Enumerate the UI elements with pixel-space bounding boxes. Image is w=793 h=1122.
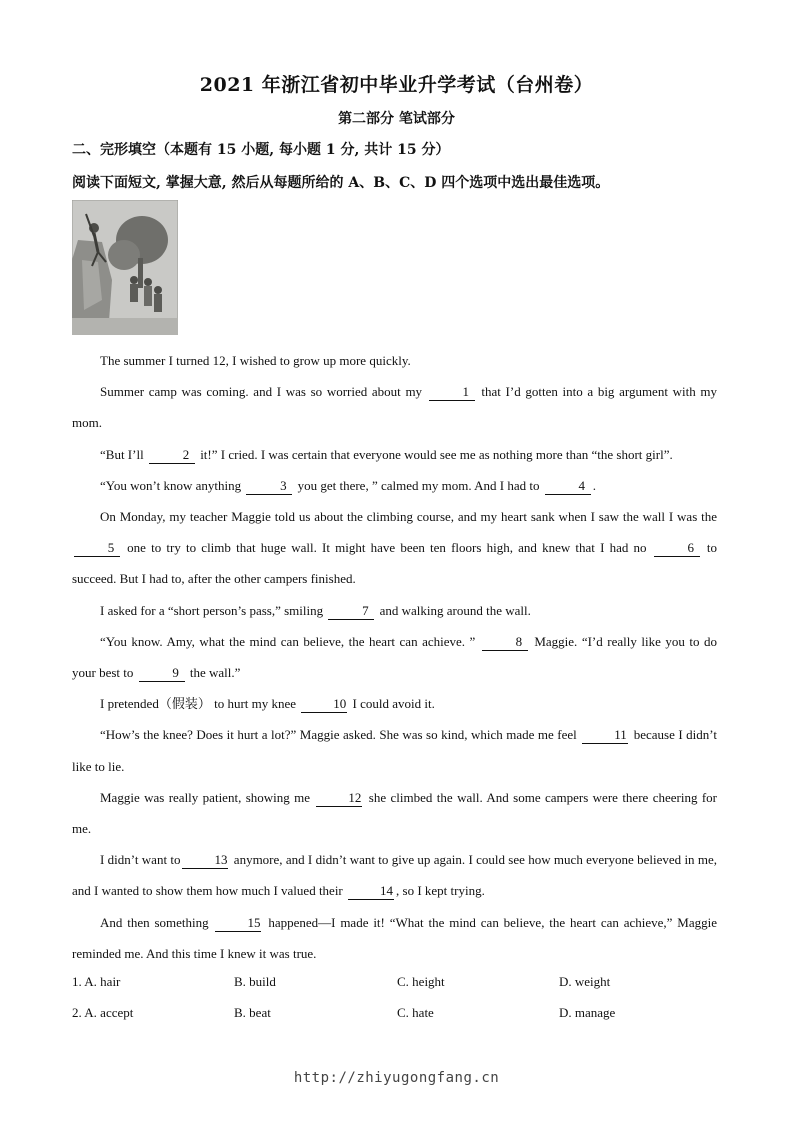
blank-12: 12 — [316, 789, 362, 807]
text-run: Maggie was really patient, showing me — [100, 789, 315, 805]
text-run: “But I’ll — [100, 446, 147, 462]
footer-url[interactable]: http://zhiyugongfang.cn — [293, 1070, 500, 1086]
exam-title: 2021 年浙江省初中毕业升学考试（台州卷） — [199, 74, 594, 96]
blank-11: 11 — [582, 726, 628, 744]
text-run: because I didn’t like to lie. — [72, 727, 717, 774]
text-run: Summer camp was coming. and I was so worried about my — [100, 384, 427, 400]
blank-1: 1 — [429, 383, 475, 401]
blank-2: 2 — [149, 446, 195, 464]
option-c: C. height — [397, 974, 445, 989]
blank-15: 15 — [215, 914, 261, 932]
paragraph — [72, 439, 717, 470]
option-c: C. hate — [397, 1005, 434, 1020]
paragraph — [72, 376, 717, 438]
text-run: I pretended（假装） to hurt my knee — [100, 696, 300, 712]
paragraph — [72, 470, 717, 501]
blank-13: 13 — [182, 851, 228, 869]
paragraph — [72, 782, 717, 844]
option-b: B. beat — [234, 1005, 271, 1020]
paragraph — [72, 844, 717, 906]
text-run: , so I kept trying. — [396, 883, 485, 899]
text-run: Maggie. “I’d really like you to do your best to — [72, 633, 718, 681]
instruction-text: 阅读下面短文, 掌握大意, 然后从每题所给的 A、B、C、D 四个选项中选出最佳选项。 — [72, 175, 610, 191]
option-d: D. weight — [559, 974, 611, 989]
paragraph — [72, 345, 717, 376]
blank-3: 3 — [246, 477, 292, 495]
blank-9: 9 — [139, 664, 185, 682]
part-subtitle: 第二部分 笔试部分 — [338, 111, 455, 127]
blank-7: 7 — [328, 602, 374, 620]
text-run: it!” I cried. I was certain that everyone would see me as nothing more than “the short girl”. — [196, 446, 673, 462]
text-run: I could avoid it. — [349, 696, 435, 712]
paragraph — [72, 595, 717, 626]
paragraph — [72, 626, 717, 688]
blank-6: 6 — [654, 539, 700, 557]
blank-4: 4 — [545, 477, 591, 495]
paragraph — [72, 688, 717, 719]
blank-8: 8 — [482, 633, 528, 651]
blank-14: 14 — [348, 882, 394, 900]
text-run: I asked for a “short person’s pass,” smiling — [100, 602, 327, 618]
text-run: that I’d gotten into a big argument with my mom. — [72, 384, 717, 431]
text-run: “You won’t know anything — [100, 477, 245, 493]
paragraph — [72, 501, 717, 595]
text-run: and walking around the wall. — [376, 602, 531, 618]
option-a: 2. A. accept — [72, 1005, 134, 1020]
text-run: The summer I turned 12, I wished to grow up more quickly. — [100, 353, 411, 368]
option-b: B. build — [234, 974, 276, 989]
text-run: On Monday, my teacher Maggie told us about the climbing course, and my heart sank when I saw the wall I was the — [100, 509, 717, 525]
climbing-illustration — [72, 200, 178, 335]
text-run: you get there, ” calmed my mom. And I had to — [294, 477, 543, 493]
blank-5: 5 — [74, 539, 120, 557]
passage — [72, 345, 717, 969]
text-run: . — [592, 477, 596, 493]
text-run: “You know. Amy, what the mind can believe, the heart can achieve. ” — [100, 633, 480, 649]
text-run: And then something — [100, 914, 214, 930]
text-run: anymore, and I didn’t want to give up again. I could see how much everyone believed in me, and I wanted to show them how much I valued their — [72, 852, 717, 899]
text-run: I didn’t want to — [100, 852, 181, 868]
text-run: “How’s the knee? Does it hurt a lot?” Maggie asked. She was so kind, which made me feel — [100, 727, 581, 743]
blank-10: 10 — [301, 695, 347, 713]
option-a: 1. A. hair — [72, 974, 121, 989]
section-heading: 二、完形填空（本题有 15 小题, 每小题 1 分, 共计 15 分） — [72, 142, 450, 158]
option-d: D. manage — [559, 1005, 616, 1020]
text-run: one to try to climb that huge wall. It might have been ten floors high, and knew that I had no — [122, 540, 652, 556]
text-run: to succeed. But I had to, after the other campers finished. — [72, 540, 717, 587]
text-run: the wall.” — [186, 665, 241, 681]
text-run: happened—I made it! “What the mind can believe, the heart can achieve,” Maggie reminded me. And this time I knew it was true. — [72, 914, 717, 961]
paragraph — [72, 907, 717, 969]
text-run: she climbed the wall. And some campers were there cheering for me. — [72, 789, 717, 837]
paragraph — [72, 719, 717, 781]
